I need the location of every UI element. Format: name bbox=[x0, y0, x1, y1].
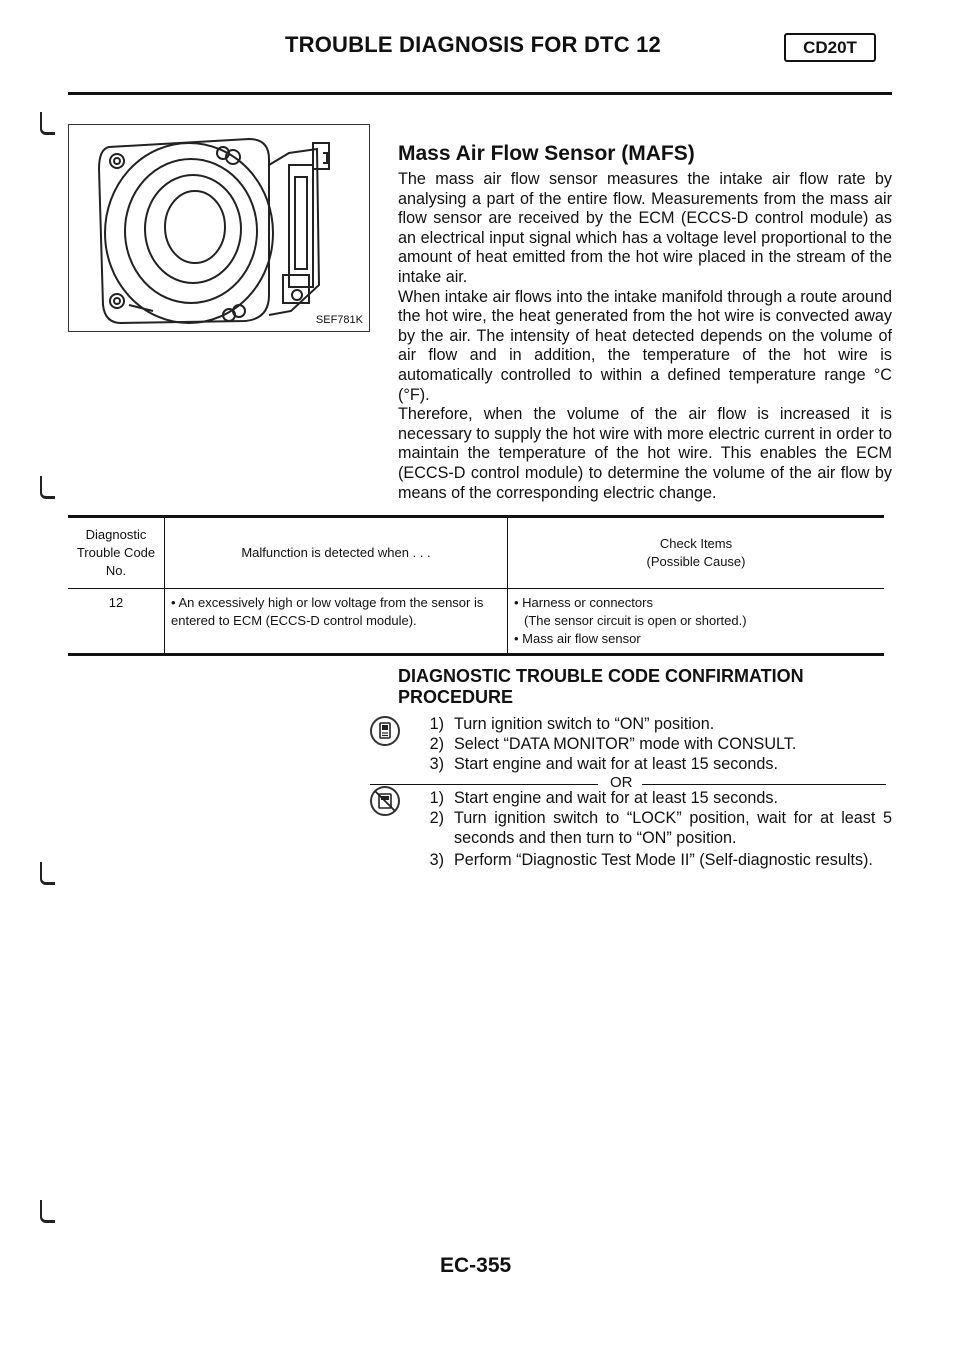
sensor-illustration bbox=[68, 124, 370, 332]
check-items-cell bbox=[508, 589, 885, 655]
description-paragraph: When intake air flows into the intake manifold through a route around the hot wire, the heat generated from the hot wire is convected away by the air. The intensity of heat detected depends on the volume of air flow and in addition, the temperature of the hot wire is automatically controlled to within a defined temperature range °C (°F). bbox=[398, 287, 893, 404]
page-number: EC-355 bbox=[440, 1254, 512, 1277]
description-paragraph: Therefore, when the volume of the air flow is increased it is necessary to supply the hot wire with more electric current in order to maintain the temperature of the hot wire. This enables the ECM (ECCS-D control module) to determine the volume of the air flow by means of the corresponding electric change. bbox=[398, 405, 892, 502]
binder-mark bbox=[40, 862, 55, 885]
manual-step: 2) Turn ignition switch to “LOCK” position, wait for at least 5 seconds and then turn to “ON” position. bbox=[429, 809, 892, 847]
column-header-check-items bbox=[508, 517, 885, 589]
procedure-title-line: DIAGNOSTIC TROUBLE CODE CONFIRMATION bbox=[398, 666, 804, 686]
figure-code: SEF781K bbox=[315, 314, 363, 326]
check-item: • Harness or connectors bbox=[514, 595, 653, 610]
consult-tester-icon bbox=[370, 716, 400, 746]
manual-step: 3) Perform “Diagnostic Test Mode II” (Self-diagnostic results). bbox=[429, 851, 873, 869]
dtc-table bbox=[68, 515, 884, 656]
procedure-title-line: PROCEDURE bbox=[398, 687, 514, 707]
consult-step: 1) Turn ignition switch to “ON” position. bbox=[429, 715, 715, 733]
binder-mark bbox=[40, 112, 55, 135]
no-tools-icon bbox=[370, 786, 400, 816]
mass-air-flow-sensor-drawing bbox=[69, 125, 369, 331]
check-item: • Mass air flow sensor bbox=[514, 631, 641, 646]
dtc-code-cell: 12 bbox=[108, 595, 124, 610]
procedure-title bbox=[398, 666, 804, 708]
binder-mark bbox=[40, 1200, 55, 1223]
table-row bbox=[68, 589, 884, 655]
possible-cause-label: (Possible Cause) bbox=[646, 554, 746, 569]
malfunction-cell: • An excessively high or low voltage from the sensor is entered to ECM (ECCS-D control module). bbox=[165, 589, 508, 655]
manual-step: 1) Start engine and wait for at least 15 seconds. bbox=[429, 789, 778, 807]
consult-step: 3) Start engine and wait for at least 15 seconds. bbox=[429, 755, 778, 773]
engine-model-badge: CD20T bbox=[784, 33, 876, 62]
consult-step: 2) Select “DATA MONITOR” mode with CONSULT. bbox=[429, 735, 797, 753]
column-header-malfunction: Malfunction is detected when . . . bbox=[165, 517, 508, 589]
binder-mark bbox=[40, 476, 55, 499]
page-title: TROUBLE DIAGNOSIS FOR DTC 12 bbox=[285, 32, 661, 57]
check-item-note: (The sensor circuit is open or shorted.) bbox=[524, 613, 747, 628]
section-title: Mass Air Flow Sensor (MAFS) bbox=[398, 142, 695, 165]
header-rule bbox=[68, 92, 892, 95]
check-items-label: Check Items bbox=[659, 536, 733, 551]
or-label: OR bbox=[610, 774, 633, 791]
column-header-code: Diagnostic Trouble Code No. bbox=[68, 517, 165, 589]
description-paragraph: The mass air flow sensor measures the intake air flow rate by analysing a part of the entire flow. Measurements from the mass air flow sensor are received by the ECM (ECCS-D control module) as an electrical input signal which has a voltage level proportional to the amount of heat emitted from the hot wire placed in the stream of the intake air. bbox=[398, 170, 892, 286]
section-description bbox=[398, 170, 892, 503]
